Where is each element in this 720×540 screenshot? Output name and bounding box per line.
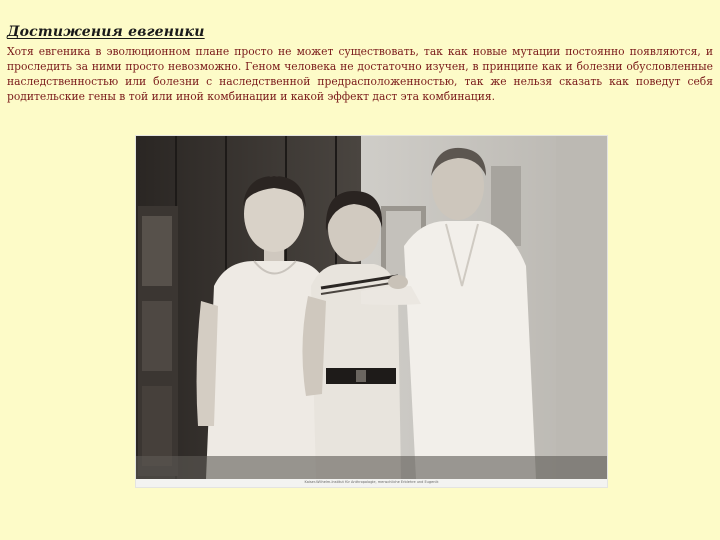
photo-caption: Kaiser-Wilhelm-Institut für Anthropologie, menschliche Erblehre und Eugenik xyxy=(304,480,439,484)
photo-illustration xyxy=(136,136,607,487)
body-paragraph: Хотя евгеника в эволюционном плане просто не может существовать, так как новые мутации постоянно появляются, и проследить за ними просто невозможно. Геном человека не достаточно изучен, в принципе как и болезни обусловленные наследственностью или болезни с наследственной предрасположенностью, так же нельзя сказать как поведут себя родительские гены в той или иной комбинации и какой эффект даст эта комбинация. xyxy=(7,45,713,103)
slide-title: Достижения евгеники xyxy=(7,24,205,40)
historical-photo xyxy=(135,135,608,488)
